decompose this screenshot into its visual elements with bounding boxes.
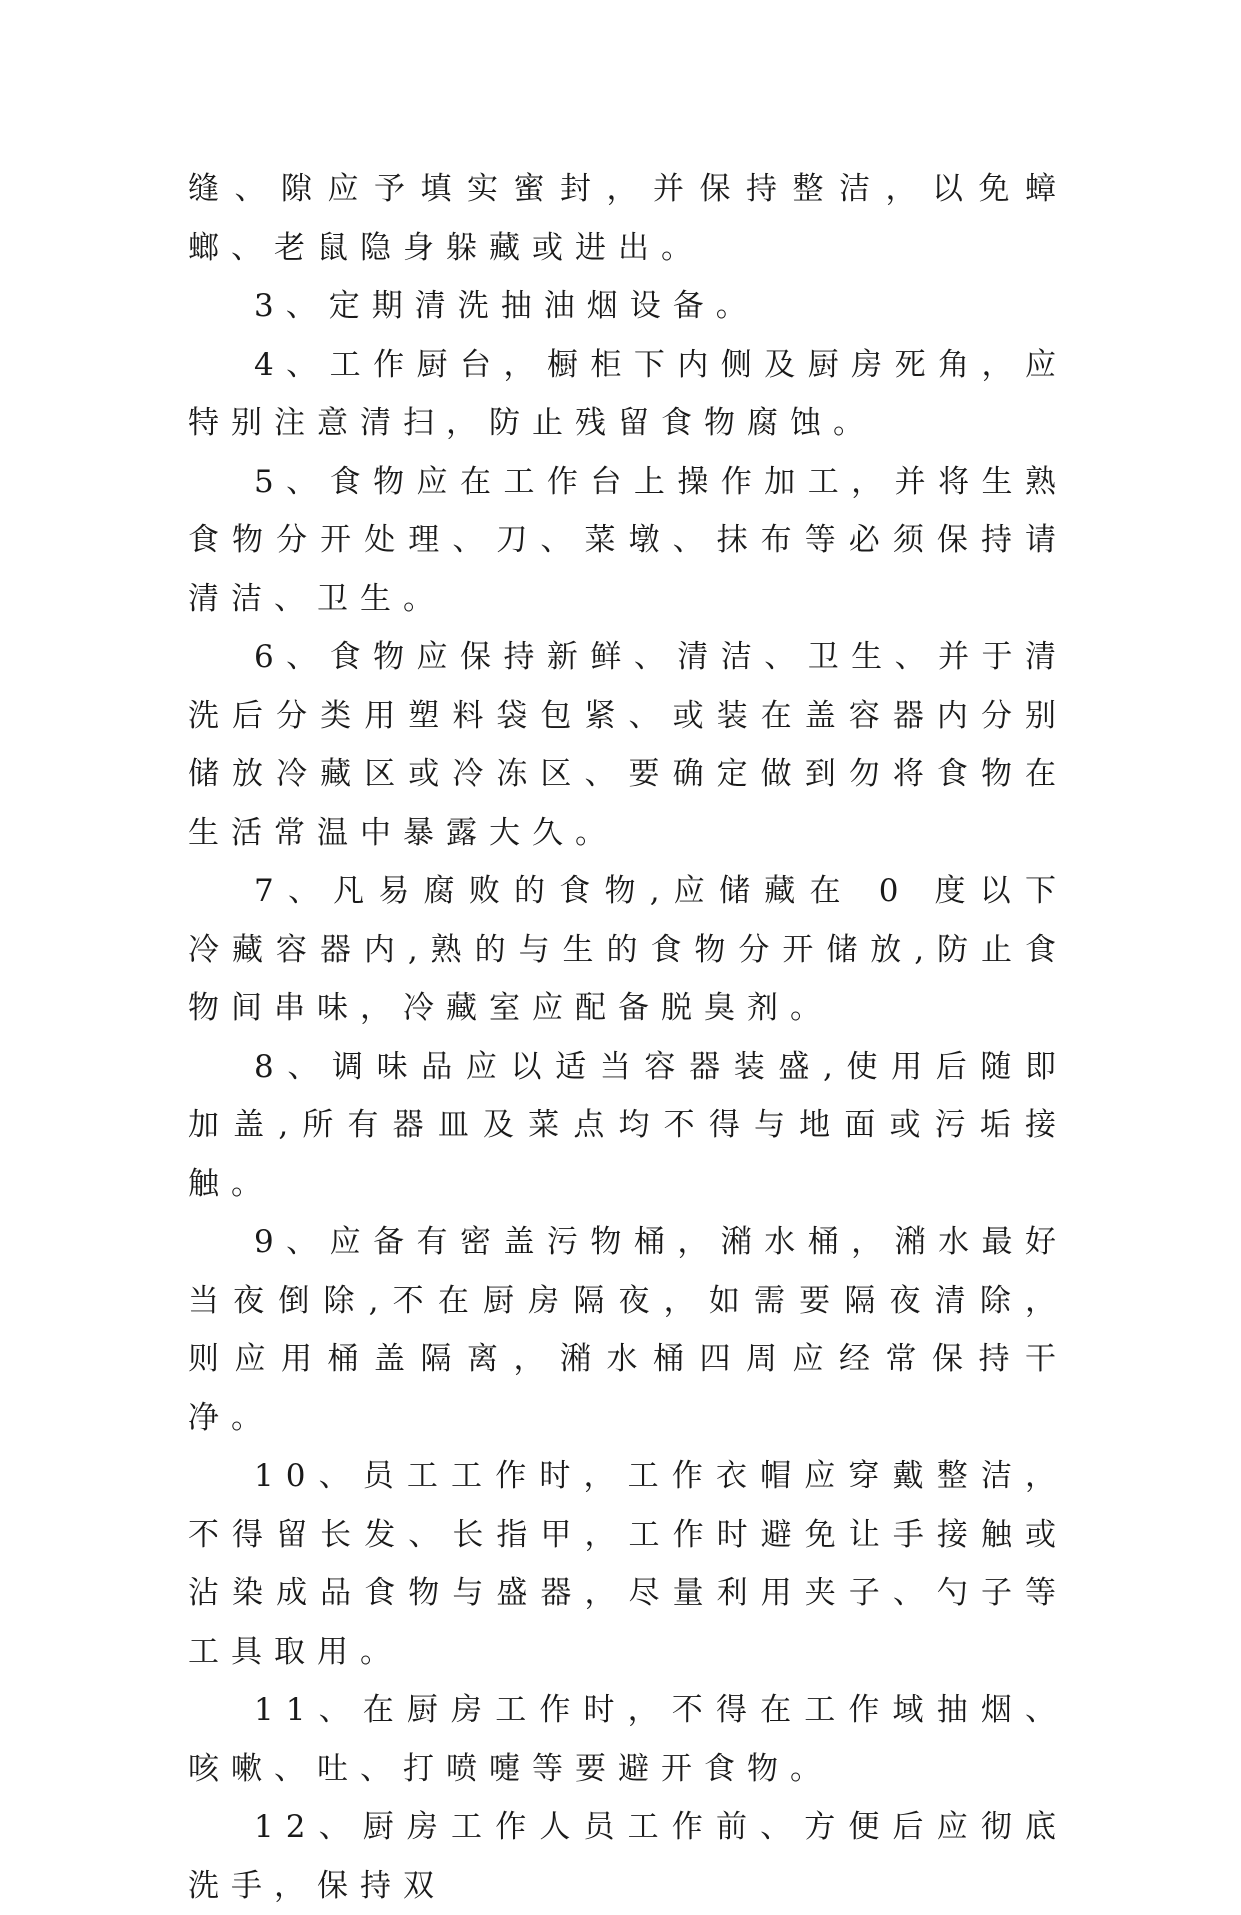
- paragraph-item-8: 8、调味品应以适当容器装盛,使用后随即加盖,所有器皿及菜点均不得与地面或污垢接触。: [188, 1048, 1068, 1202]
- paragraph-item-5: 5、食物应在工作台上操作加工，并将生熟食物分开处理、刀、菜墩、抹布等必须保持请清洁、卫生。: [188, 463, 1068, 617]
- paragraph-item-3: 3、定期清洗抽油烟设备。: [254, 288, 759, 324]
- paragraph-item-7: 7、凡易腐败的食物,应储藏在 0 度以下冷藏容器内,熟的与生的食物分开储放,防止食物间串味，冷藏室应配备脱臭剂。: [188, 873, 1068, 1026]
- paragraph-item-10: 10、员工工作时，工作衣帽应穿戴整洁，不得留长发、长指甲，工作时避免让手接触或沾染成品食物与盛器，尽量利用夹子、勺子等工具取用。: [188, 1458, 1068, 1670]
- paragraph-continuation: 缝、隙应予填实蜜封，并保持整洁，以免蟑螂、老鼠隐身躲藏或进出。: [188, 171, 1068, 266]
- document-body: [188, 160, 1068, 1915]
- paragraph-item-9: 9、应备有密盖污物桶，潲水桶，潲水最好当夜倒除,不在厨房隔夜，如需要隔夜清除，则应用桶盖隔离，潲水桶四周应经常保持干净。: [188, 1224, 1068, 1436]
- paragraph-item-11: 11、在厨房工作时，不得在工作域抽烟、咳嗽、吐、打喷嚏等要避开食物。: [188, 1692, 1068, 1787]
- paragraph-item-6: 6、食物应保持新鲜、清洁、卫生、并于清洗后分类用塑料袋包紧、或装在盖容器内分别储放冷藏区或冷冻区、要确定做到勿将食物在生活常温中暴露大久。: [188, 639, 1068, 851]
- paragraph-item-12: 12、厨房工作人员工作前、方便后应彻底洗手，保持双: [188, 1809, 1068, 1904]
- paragraph-item-4: 4、工作厨台，橱柜下内侧及厨房死角，应特别注意清扫，防止残留食物腐蚀。: [188, 346, 1068, 441]
